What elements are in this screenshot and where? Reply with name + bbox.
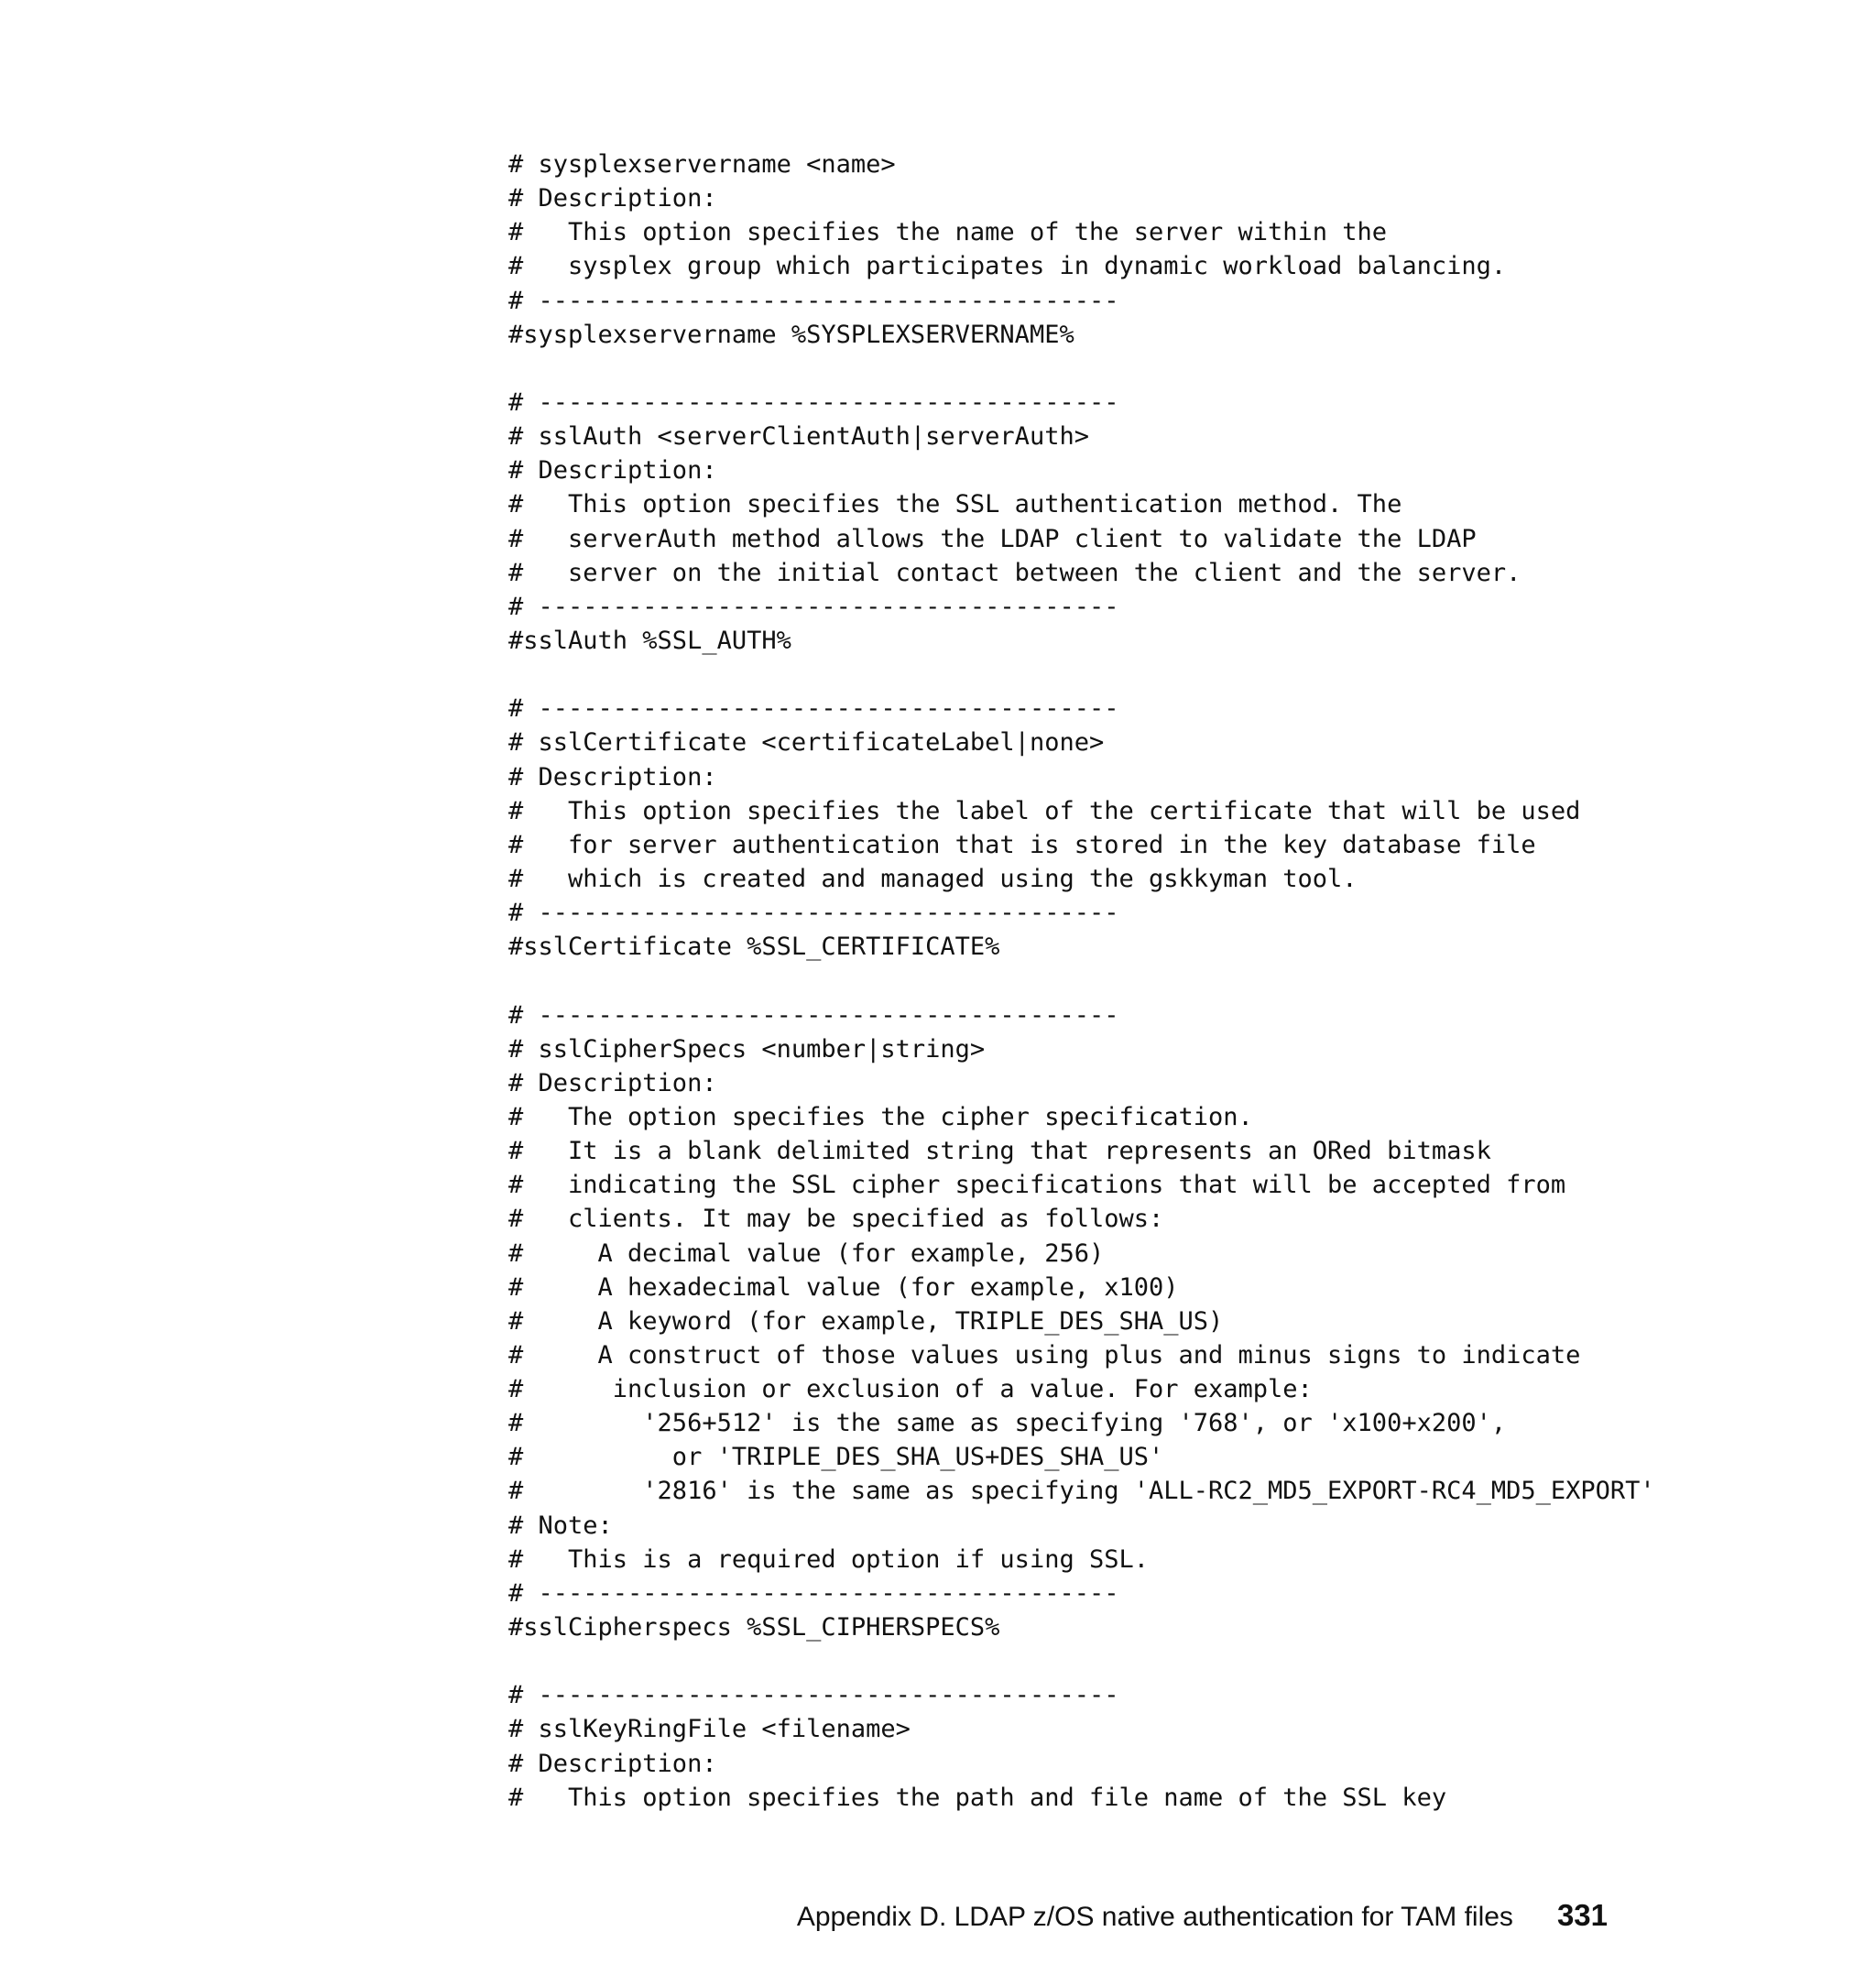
code-line: # Description: (508, 1068, 717, 1097)
code-line: # or 'TRIPLE_DES_SHA_US+DES_SHA_US' (508, 1443, 1164, 1472)
code-line: # which is created and managed using the gskkyman tool. (508, 864, 1358, 893)
code-line: # --------------------------------------- (508, 387, 1119, 417)
code-line: # --------------------------------------- (508, 1578, 1119, 1608)
code-line: # This is a required option if using SSL. (508, 1544, 1149, 1574)
code-line: # The option specifies the cipher specification. (508, 1102, 1253, 1131)
footer-chapter-title: Appendix D. LDAP z/OS native authentication for TAM files (796, 1902, 1513, 1932)
code-line: # A hexadecimal value (for example, x100) (508, 1272, 1179, 1302)
code-line (508, 1644, 1655, 1678)
code-line: # This option specifies the path and file name of the SSL key (508, 1783, 1447, 1812)
code-line: # sslAuth <serverClientAuth|serverAuth> (508, 422, 1089, 452)
code-line: # clients. It may be specified as follows: (508, 1205, 1164, 1234)
code-line: # serverAuth method allows the LDAP client to validate the LDAP (508, 524, 1477, 553)
code-line: #sslCipherspecs %SSL_CIPHERSPECS% (508, 1613, 1000, 1642)
code-line: # --------------------------------------- (508, 899, 1119, 928)
code-line: # A keyword (for example, TRIPLE_DES_SHA_US) (508, 1306, 1224, 1336)
code-line: # A decimal value (for example, 256) (508, 1239, 1105, 1268)
code-line: # sslCertificate <certificateLabel|none> (508, 728, 1105, 758)
code-line (508, 352, 1655, 386)
code-line: #sysplexservername %SYSPLEXSERVERNAME% (508, 320, 1074, 349)
code-line: # This option specifies the label of the certificate that will be used (508, 796, 1581, 825)
code-line: # sslKeyRingFile <filename> (508, 1715, 911, 1744)
code-listing (508, 147, 1655, 1815)
code-line: # for server authentication that is stored in the key database file (508, 830, 1536, 859)
code-line: # A construct of those values using plus and minus signs to indicate (508, 1340, 1581, 1369)
code-line: # sysplex group which participates in dynamic workload balancing. (508, 252, 1507, 281)
code-line (508, 964, 1655, 998)
code-line: # This option specifies the SSL authentication method. The (508, 490, 1402, 519)
code-line: # This option specifies the name of the server within the (508, 218, 1388, 247)
code-line: # sslCipherSpecs <number|string> (508, 1034, 986, 1064)
code-line: # --------------------------------------- (508, 592, 1119, 621)
code-line: # --------------------------------------- (508, 694, 1119, 724)
code-line: # --------------------------------------- (508, 1681, 1119, 1710)
code-line: # server on the initial contact between the client and the server. (508, 558, 1522, 587)
code-line: #sslAuth %SSL_AUTH% (508, 626, 791, 655)
code-line: # sysplexservername <name> (508, 150, 896, 179)
code-line: # inclusion or exclusion of a value. For example: (508, 1375, 1313, 1404)
code-line: # Note: (508, 1511, 613, 1540)
code-line: # It is a blank delimited string that represents an ORed bitmask (508, 1137, 1491, 1166)
code-line: # Description: (508, 184, 717, 213)
code-line: # '256+512' is the same as specifying '768', or 'x100+x200', (508, 1409, 1507, 1438)
code-line: #sslCertificate %SSL_CERTIFICATE% (508, 933, 1000, 962)
code-line: # Description: (508, 1749, 717, 1778)
code-line: # --------------------------------------- (508, 1000, 1119, 1030)
page-footer (0, 1898, 1608, 1935)
page-number: 331 (1556, 1898, 1608, 1932)
code-line: # Description: (508, 456, 717, 486)
code-line: # Description: (508, 762, 717, 791)
code-line: # --------------------------------------- (508, 286, 1119, 315)
code-line: # '2816' is the same as specifying 'ALL-RC2_MD5_EXPORT-RC4_MD5_EXPORT' (508, 1477, 1655, 1506)
code-line (508, 658, 1655, 692)
code-line: # indicating the SSL cipher specifications that will be accepted from (508, 1171, 1566, 1200)
